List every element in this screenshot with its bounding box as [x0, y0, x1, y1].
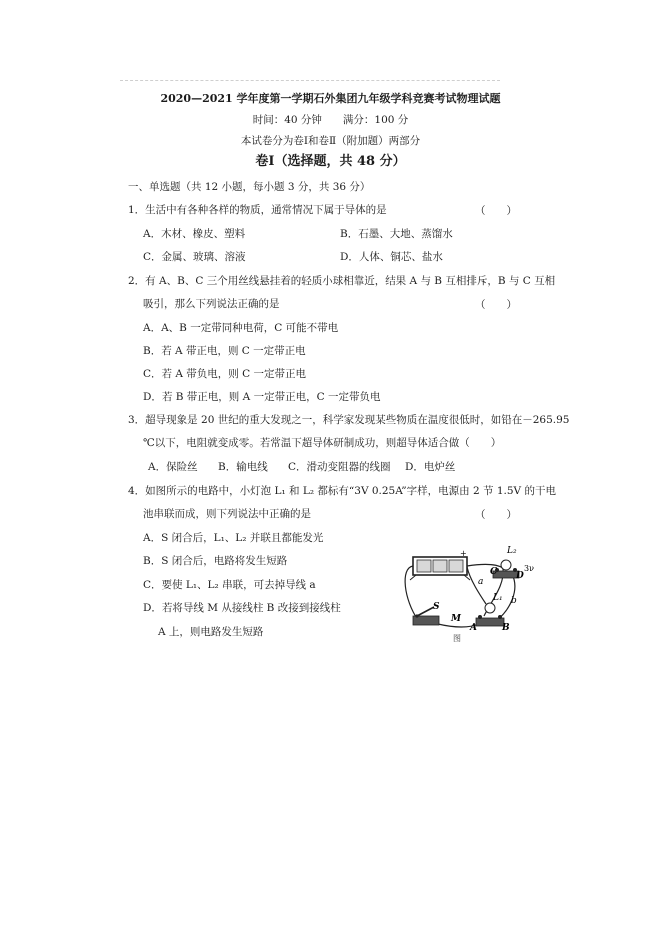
part1-title: 卷Ⅰ（选择题，共 48 分）	[255, 154, 406, 169]
q2-answer-paren: （ ）	[475, 299, 517, 311]
q4-stem-line2: 池串联而成，则下列说法中正确的是	[143, 508, 311, 520]
q3-stem-line2: ℃以下，电阻就变成零。若常温下超导体研制成功，则超导体适合做（ ）	[143, 437, 502, 449]
q4-option-c: C．要使 L₁、L₂ 串联，可去掉导线 a	[143, 579, 316, 591]
q2-option-b: B．若 A 带正电，则 C 一定带正电	[143, 345, 306, 357]
label-wire-b: b	[511, 596, 517, 606]
exam-title: 2020—2021 学年度第一学期石外集团九年级学科竞赛考试物理试题	[160, 92, 501, 105]
label-s: S	[433, 602, 440, 612]
q3-option-b: B．输电线	[218, 461, 268, 473]
lamp-l1-icon	[476, 603, 504, 626]
q1-option-c: C．金属、玻璃、溶液	[143, 251, 246, 263]
q4-option-a: A．S 闭合后，L₁、L₂ 并联且都能发光	[143, 532, 324, 544]
q4-stem-line1: 4．如图所示的电路中，小灯泡 L₁ 和 L₂ 都标有“3V 0.25A”字样，电源由 2 节 1.5V 的干电	[128, 485, 556, 497]
label-a: A	[470, 623, 477, 633]
q1-option-a: A．木材、橡皮、塑料	[143, 228, 246, 240]
label-l1: L₁	[493, 593, 503, 603]
q1-answer-paren: （ ）	[475, 205, 517, 217]
q4-option-b: B．S 闭合后，电路将发生短路	[143, 555, 288, 567]
label-wire-a: a	[478, 577, 484, 587]
q3-stem-line1: 3．超导现象是 20 世纪的重大发现之一，科学家发现某些物质在温度很低时，如铅在－265.95	[128, 414, 570, 426]
section-title: 一、单选题（共 12 小题，每小题 3 分，共 36 分）	[128, 181, 371, 193]
q1-stem: 1．生活中有各种各样的物质，通常情况下属于导体的是	[128, 204, 387, 216]
exam-composition: 本试卷分为卷Ⅰ和卷Ⅱ（附加题）两部分	[240, 135, 421, 147]
q1-option-d: D．人体、铜芯、盐水	[340, 251, 443, 263]
q4-option-d: D．若将导线 M 从接线柱 B 改接到接线柱	[143, 602, 341, 614]
battery-pack	[410, 557, 470, 580]
q3-option-a: A．保险丝	[148, 461, 198, 473]
q3-option-d: D．电炉丝	[405, 461, 456, 473]
battery-plus-label: +	[460, 549, 467, 558]
q2-option-a: A．A、B 一定带同种电荷，C 可能不带电	[143, 322, 339, 334]
q4-option-d-cont: A 上，则电路发生短路	[158, 626, 264, 638]
q2-stem-line2: 吸引，那么下列说法正确的是	[143, 298, 280, 310]
label-l2: L₂	[507, 546, 517, 556]
label-b: B	[502, 623, 510, 633]
label-m: M	[451, 614, 461, 624]
q4-answer-paren: （ ）	[475, 509, 517, 521]
q2-option-d: D．若 B 带正电，则 A 一定带正电，C 一定带负电	[143, 391, 381, 403]
exam-time-score: 时间：40 分钟 满分：100 分	[252, 114, 409, 126]
q2-option-c: C．若 A 带负电，则 C 一定带正电	[143, 368, 307, 380]
q1-option-b: B．石墨、大地、蒸馏水	[340, 228, 453, 240]
q2-stem-line1: 2．有 A、B、C 三个用丝线悬挂着的轻质小球相靠近，结果 A 与 B 互相排斥，B 与 C 互相	[128, 275, 556, 287]
q3-option-c: C．滑动变阻器的线圈	[288, 461, 391, 473]
label-handwritten-note: 3ν	[524, 564, 534, 573]
figure-caption: 图	[453, 634, 461, 643]
label-c: C	[490, 567, 498, 577]
label-d: D	[516, 571, 524, 581]
